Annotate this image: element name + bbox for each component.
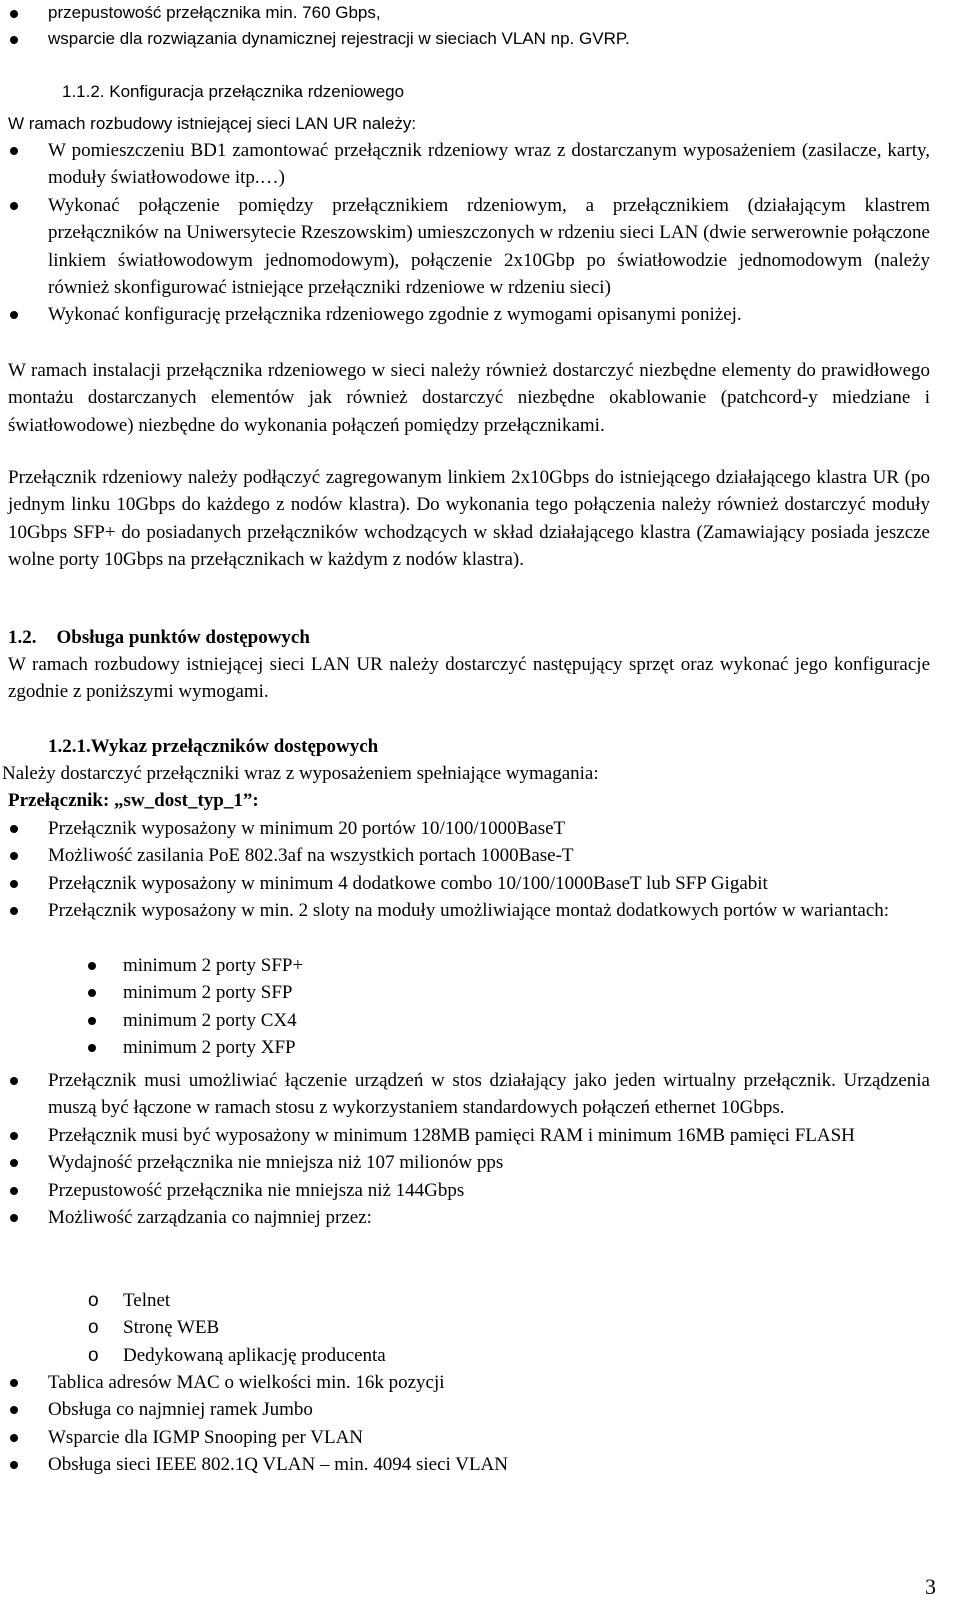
bullet-icon	[10, 1132, 18, 1140]
circle-bullet-icon: o	[88, 1317, 99, 1339]
bullet-icon	[88, 989, 96, 997]
list-item: minimum 2 porty SFP+	[48, 952, 848, 979]
list-item: W pomieszczeniu BD1 zamontować przełącznik rdzeniowy wraz z dostarczanym wyposażeniem (zasilacze, karty, moduły światłowodowe itp.…)	[48, 137, 930, 192]
bullet-icon	[10, 202, 18, 210]
bullet-icon	[88, 962, 96, 970]
list-item: Przepustowość przełącznika nie mniejsza niż 144Gbps	[48, 1177, 930, 1204]
section-1-1-2-paragraph-1: W ramach instalacji przełącznika rdzeniowego w sieci należy również dostarczyć niezbędne elementy do prawidłowego montażu dostarczanych elementów jak również dostarczyć niezbędne okablowanie (patchcord-y miedziane i światłowodowe) niezbędne do wykonania połączeń pomiędzy przełącznikami.	[8, 360, 930, 436]
list-item: Przełącznik wyposażony w minimum 20 portów 10/100/1000BaseT	[48, 815, 930, 842]
section-heading-1-2-1: 1.2.1.Wykaz przełączników dostępowych	[48, 736, 379, 757]
bullet-icon	[10, 1406, 18, 1414]
list-item: Przełącznik wyposażony w min. 2 sloty na moduły umożliwiające montaż dodatkowych portów w wariantach:	[48, 897, 930, 924]
bullet-icon	[10, 1187, 18, 1195]
list-item: Obsługa co najmniej ramek Jumbo	[48, 1396, 930, 1423]
management-methods-list	[48, 1287, 848, 1369]
section-1-2-paragraph: W ramach rozbudowy istniejącej sieci LAN UR należy dostarczyć następujący sprzęt oraz wykonać jego konfiguracje zgodnie z poniższymi wymogami.	[8, 654, 930, 703]
list-item: Wsparcie dla IGMP Snooping per VLAN	[48, 1424, 930, 1451]
list-item: Obsługa sieci IEEE 802.1Q VLAN – min. 4094 sieci VLAN	[48, 1451, 930, 1478]
bullet-icon	[10, 36, 18, 44]
list-item: Wydajność przełącznika nie mniejsza niż 107 milionów pps	[48, 1149, 930, 1176]
bullet-icon	[10, 907, 18, 915]
list-item: minimum 2 porty CX4	[48, 1007, 848, 1034]
top-bullet-list	[48, 0, 938, 52]
page-number: 3	[925, 1574, 936, 1599]
bullet-icon	[10, 1379, 18, 1387]
list-item: o Dedykowaną aplikację producenta	[48, 1342, 848, 1369]
section-heading-1-2: 1.2. Obsługa punktów dostępowych	[8, 627, 310, 648]
section-1-1-2-intro: W ramach rozbudowy istniejącej sieci LAN UR należy:	[8, 114, 417, 133]
switch-requirements-list-2	[48, 1067, 930, 1231]
list-item: Wykonać połączenie pomiędzy przełącznikiem rdzeniowym, a przełącznikiem (działającym klastrem przełączników na Uniwersytecie Rzeszowskim) umieszczonych w rdzeniu sieci LAN (dwie serwerownie połączone linkiem światłowodowym jednomodowym), połączenie 2x10Gbp po światłowodzie jednomodowym (należy również skonfigurować istniejące przełączniki rdzeniowe w rdzeniu sieci)	[48, 192, 930, 302]
list-item: minimum 2 porty XFP	[48, 1034, 848, 1061]
switch-requirements-list-3	[48, 1369, 930, 1479]
bullet-icon	[10, 311, 18, 319]
bullet-icon	[88, 1044, 96, 1052]
list-item: Przełącznik musi być wyposażony w minimum 128MB pamięci RAM i minimum 16MB pamięci FLASH	[48, 1122, 930, 1149]
bullet-icon	[10, 852, 18, 860]
bullet-icon	[10, 825, 18, 833]
list-item: Przełącznik musi umożliwiać łączenie urządzeń w stos działający jako jeden wirtualny przełącznik. Urządzenia muszą być łączone w ramach stosu z wykorzystaniem standardowych połączeń ethernet 10Gbps.	[48, 1067, 930, 1122]
list-item: Przełącznik wyposażony w minimum 4 dodatkowe combo 10/100/1000BaseT lub SFP Gigabit	[48, 870, 930, 897]
section-heading-1-1-2: 1.1.2. Konfiguracja przełącznika rdzeniowego	[62, 82, 405, 101]
bullet-icon	[10, 10, 18, 18]
list-item: przepustowość przełącznika min. 760 Gbps,	[48, 0, 938, 26]
circle-bullet-icon: o	[88, 1344, 99, 1366]
list-item: minimum 2 porty SFP	[48, 979, 848, 1006]
section-1-1-2-bullets	[48, 137, 930, 329]
bullet-icon	[10, 1077, 18, 1085]
circle-bullet-icon: o	[88, 1290, 99, 1311]
section-1-1-2-paragraph-2: Przełącznik rdzeniowy należy podłączyć zagregowanym linkiem 2x10Gbps do istniejącego działającego klastra UR (po jednym linku 10Gbps do każdego z nodów klastra). Do wykonania tego połączenia należy również dostarczyć moduły 10Gbps SFP+ do posiadanych przełączników wchodzących w skład działającego klastra (Zamawiający posiada jeszcze wolne porty 10Gbps na przełącznikach w każdym z nodów klastra).	[8, 467, 930, 571]
bullet-icon	[10, 880, 18, 888]
list-item: o Telnet	[48, 1287, 848, 1314]
switch-requirements-list	[48, 815, 930, 925]
list-item: Możliwość zasilania PoE 802.3af na wszystkich portach 1000Base-T	[48, 842, 930, 869]
list-item: wsparcie dla rozwiązania dynamicznej rejestracji w sieciach VLAN np. GVRP.	[48, 26, 938, 52]
list-item: Tablica adresów MAC o wielkości min. 16k pozycji	[48, 1369, 930, 1396]
bullet-icon	[10, 1434, 18, 1442]
bullet-icon	[10, 1461, 18, 1469]
list-item: Wykonać konfigurację przełącznika rdzeniowego zgodnie z wymogami opisanymi poniżej.	[48, 301, 930, 328]
switch-type-label: Przełącznik: „sw_dost_typ_1”:	[8, 790, 259, 811]
list-item: o Stronę WEB	[48, 1314, 848, 1341]
bullet-icon	[10, 1159, 18, 1167]
port-variants-list	[48, 952, 848, 1062]
list-item: Możliwość zarządzania co najmniej przez:	[48, 1204, 930, 1231]
bullet-icon	[88, 1017, 96, 1025]
bullet-icon	[10, 1214, 18, 1222]
section-1-2-1-intro: Należy dostarczyć przełączniki wraz z wyposażeniem spełniające wymagania:	[2, 763, 599, 784]
bullet-icon	[10, 147, 18, 155]
